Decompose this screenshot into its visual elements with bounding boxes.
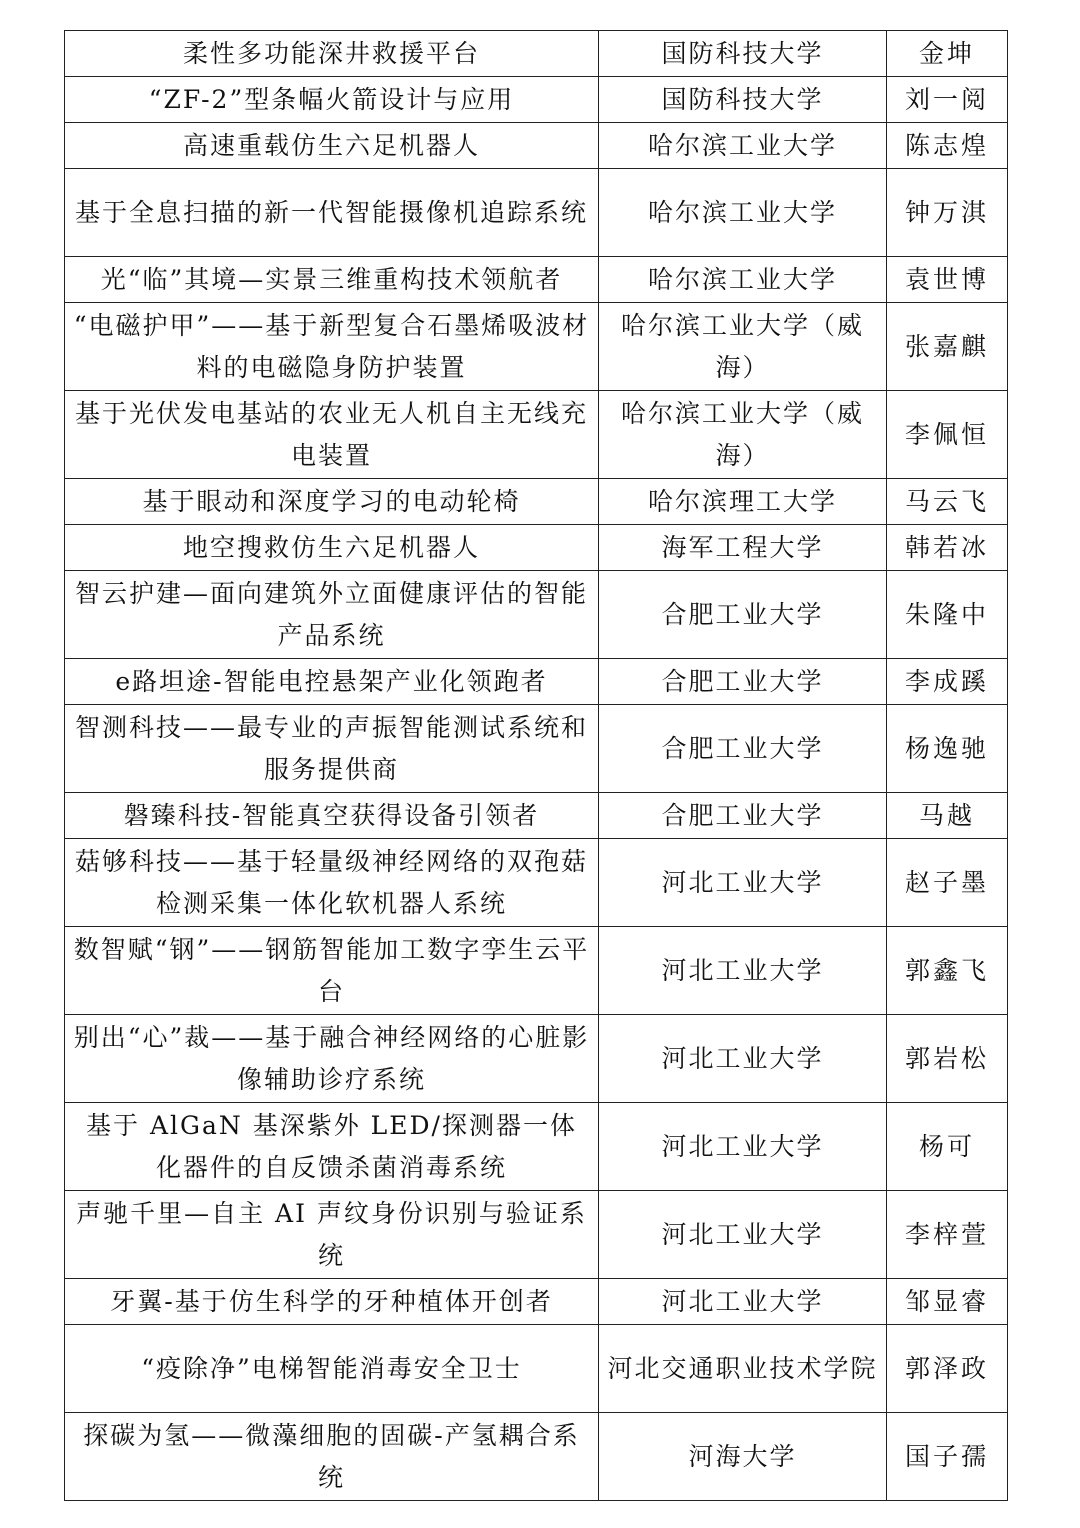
project-name-cell: e路坦途-智能电控悬架产业化领跑者 <box>65 659 599 705</box>
project-name-cell: 别出“心”裁——基于融合神经网络的心脏影像辅助诊疗系统 <box>65 1015 599 1103</box>
table-row <box>65 927 1008 1015</box>
project-name-cell: 柔性多功能深井救援平台 <box>65 31 599 77</box>
project-name-cell: 菇够科技——基于轻量级神经网络的双孢菇检测采集一体化软机器人系统 <box>65 839 599 927</box>
school-cell: 哈尔滨工业大学 <box>599 257 887 303</box>
leader-cell: 国子孺 <box>887 1413 1008 1501</box>
table-row <box>65 839 1008 927</box>
leader-cell: 郭岩松 <box>887 1015 1008 1103</box>
leader-cell: 李成蹊 <box>887 659 1008 705</box>
leader-cell: 郭泽政 <box>887 1325 1008 1413</box>
school-cell: 哈尔滨工业大学（威海） <box>599 303 887 391</box>
school-cell: 哈尔滨理工大学 <box>599 479 887 525</box>
project-name-cell: 智云护建—面向建筑外立面健康评估的智能产品系统 <box>65 571 599 659</box>
school-cell: 国防科技大学 <box>599 31 887 77</box>
school-cell: 合肥工业大学 <box>599 659 887 705</box>
leader-cell: 陈志煌 <box>887 123 1008 169</box>
table-row <box>65 479 1008 525</box>
leader-cell: 杨可 <box>887 1103 1008 1191</box>
project-name-cell: 牙翼-基于仿生科学的牙种植体开创者 <box>65 1279 599 1325</box>
table-row <box>65 1103 1008 1191</box>
school-cell: 河北工业大学 <box>599 1103 887 1191</box>
leader-cell: 马云飞 <box>887 479 1008 525</box>
leader-cell: 韩若冰 <box>887 525 1008 571</box>
school-cell: 合肥工业大学 <box>599 571 887 659</box>
table-row <box>65 77 1008 123</box>
project-name-cell: 基于光伏发电基站的农业无人机自主无线充电装置 <box>65 391 599 479</box>
school-cell: 海军工程大学 <box>599 525 887 571</box>
project-name-cell: 地空搜救仿生六足机器人 <box>65 525 599 571</box>
leader-cell: 杨逸驰 <box>887 705 1008 793</box>
school-cell: 合肥工业大学 <box>599 793 887 839</box>
project-list-table-container <box>64 30 1008 1501</box>
leader-cell: 朱隆中 <box>887 571 1008 659</box>
leader-cell: 李梓萱 <box>887 1191 1008 1279</box>
table-row <box>65 659 1008 705</box>
leader-cell: 郭鑫飞 <box>887 927 1008 1015</box>
table-row <box>65 1191 1008 1279</box>
leader-cell: 李佩恒 <box>887 391 1008 479</box>
table-row <box>65 169 1008 257</box>
table-row <box>65 391 1008 479</box>
school-cell: 合肥工业大学 <box>599 705 887 793</box>
table-row <box>65 31 1008 77</box>
project-name-cell: 基于全息扫描的新一代智能摄像机追踪系统 <box>65 169 599 257</box>
school-cell: 国防科技大学 <box>599 77 887 123</box>
project-name-cell: 基于 AlGaN 基深紫外 LED/探测器一体化器件的自反馈杀菌消毒系统 <box>65 1103 599 1191</box>
project-name-cell: “ZF-2”型条幅火箭设计与应用 <box>65 77 599 123</box>
school-cell: 河北工业大学 <box>599 927 887 1015</box>
project-name-cell: “电磁护甲”——基于新型复合石墨烯吸波材料的电磁隐身防护装置 <box>65 303 599 391</box>
school-cell: 哈尔滨工业大学 <box>599 123 887 169</box>
table-row <box>65 303 1008 391</box>
leader-cell: 袁世博 <box>887 257 1008 303</box>
project-name-cell: “疫除净”电梯智能消毒安全卫士 <box>65 1325 599 1413</box>
leader-cell: 刘一阅 <box>887 77 1008 123</box>
project-name-cell: 高速重载仿生六足机器人 <box>65 123 599 169</box>
school-cell: 河北工业大学 <box>599 1279 887 1325</box>
project-name-cell: 数智赋“钢”——钢筋智能加工数字孪生云平台 <box>65 927 599 1015</box>
school-cell: 哈尔滨工业大学（威海） <box>599 391 887 479</box>
table-row <box>65 123 1008 169</box>
leader-cell: 张嘉麒 <box>887 303 1008 391</box>
project-name-cell: 磐臻科技-智能真空获得设备引领者 <box>65 793 599 839</box>
project-name-cell: 基于眼动和深度学习的电动轮椅 <box>65 479 599 525</box>
project-name-cell: 探碳为氢——微藻细胞的固碳-产氢耦合系统 <box>65 1413 599 1501</box>
table-row <box>65 705 1008 793</box>
school-cell: 河海大学 <box>599 1413 887 1501</box>
table-row <box>65 1279 1008 1325</box>
table-row <box>65 1015 1008 1103</box>
table-row <box>65 1413 1008 1501</box>
school-cell: 河北工业大学 <box>599 1015 887 1103</box>
school-cell: 河北交通职业技术学院 <box>599 1325 887 1413</box>
leader-cell: 邹显睿 <box>887 1279 1008 1325</box>
school-cell: 哈尔滨工业大学 <box>599 169 887 257</box>
table-row <box>65 1325 1008 1413</box>
table-row <box>65 257 1008 303</box>
school-cell: 河北工业大学 <box>599 839 887 927</box>
leader-cell: 金坤 <box>887 31 1008 77</box>
project-list-table <box>64 30 1008 1501</box>
leader-cell: 赵子墨 <box>887 839 1008 927</box>
table-row <box>65 793 1008 839</box>
project-name-cell: 声驰千里—自主 AI 声纹身份识别与验证系统 <box>65 1191 599 1279</box>
project-name-cell: 光“临”其境—实景三维重构技术领航者 <box>65 257 599 303</box>
leader-cell: 马越 <box>887 793 1008 839</box>
project-name-cell: 智测科技——最专业的声振智能测试系统和服务提供商 <box>65 705 599 793</box>
school-cell: 河北工业大学 <box>599 1191 887 1279</box>
table-row <box>65 571 1008 659</box>
leader-cell: 钟万淇 <box>887 169 1008 257</box>
table-row <box>65 525 1008 571</box>
